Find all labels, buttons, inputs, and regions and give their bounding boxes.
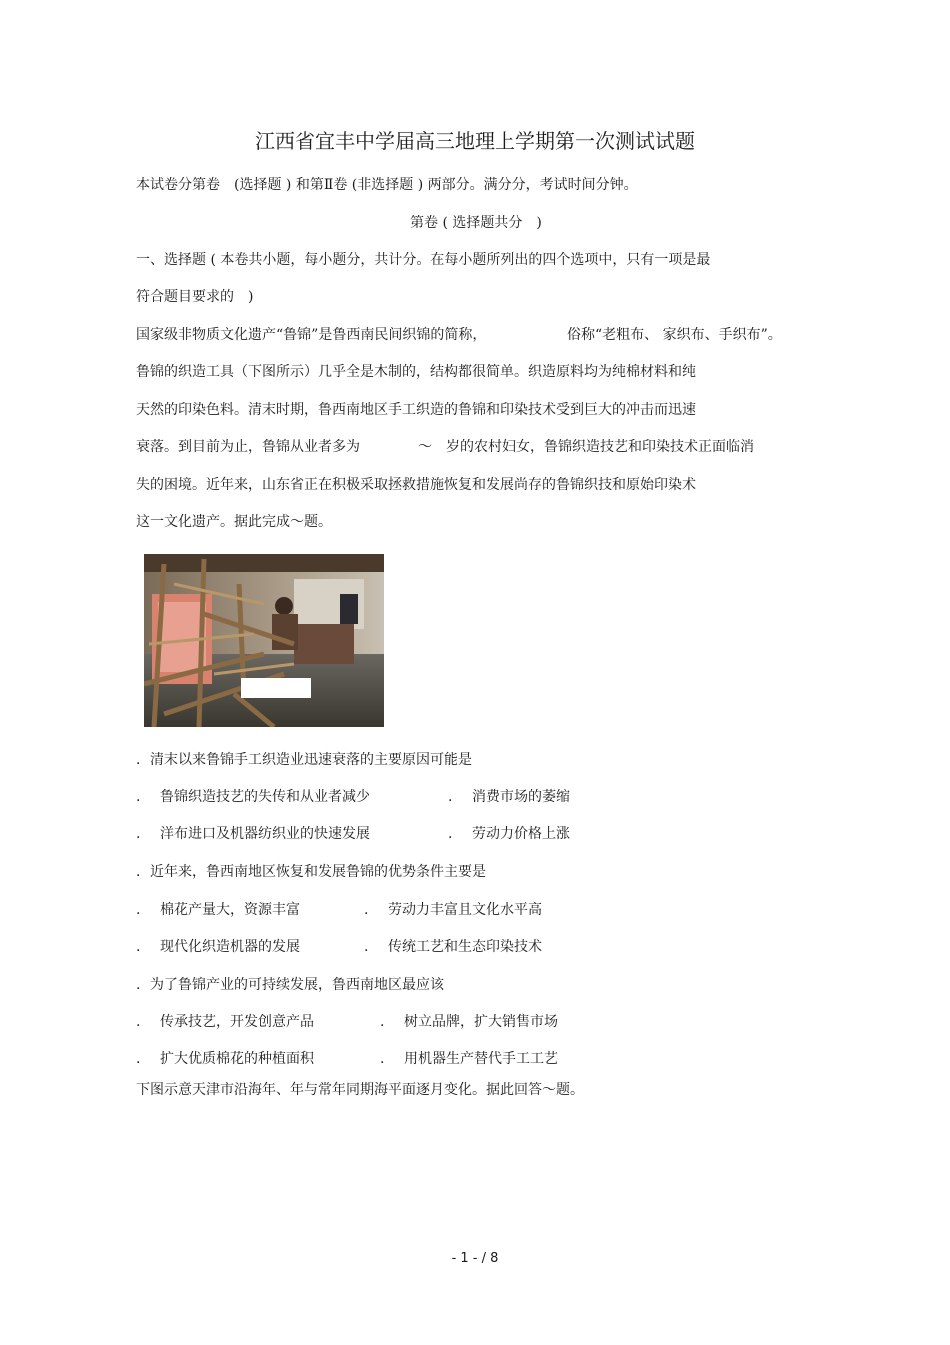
passage-line-6: 这一文化遗产。据此完成～题。: [136, 514, 332, 530]
option-dot: .: [448, 826, 453, 842]
passage-line-2: 鲁锦的织造工具（下图所示）几乎全是木制的，结构都很简单。织造原料均为纯棉材料和纯: [136, 364, 696, 380]
next-passage-intro: 下图示意天津市沿海年、年与常年同期海平面逐月变化。据此回答～题。: [136, 1082, 584, 1098]
option-dot: .: [364, 902, 369, 918]
option-dot: .: [136, 902, 141, 918]
question-3-option-a: 传承技艺，开发创意产品: [160, 1014, 314, 1030]
option-dot: .: [136, 826, 141, 842]
option-dot: .: [380, 1051, 385, 1067]
question-3-option-c: 扩大优质棉花的种植面积: [160, 1051, 314, 1067]
question-1-option-b: 消费市场的萎缩: [472, 789, 570, 805]
section-header: 第卷 ( 选择题共分 ): [410, 215, 542, 231]
passage-line-1b: 俗称“老粗布、 家织布、手织布”。: [567, 327, 782, 343]
question-3-option-d: 用机器生产替代手工工艺: [404, 1051, 558, 1067]
option-dot: .: [136, 939, 141, 955]
instruction-line-1: 一、选择题 ( 本卷共小题，每小题分，共计分。在每小题所列出的四个选项中，只有一项是最: [136, 252, 711, 268]
instruction-line-2: 符合题目要求的 ): [136, 289, 254, 305]
question-1-option-d: 劳动力价格上涨: [472, 826, 570, 842]
option-dot: .: [136, 789, 141, 805]
page-title: 江西省宜丰中学届高三地理上学期第一次测试试题: [255, 129, 695, 153]
page-number: - 1 - / 8: [451, 1251, 499, 1266]
question-2-option-d: 传统工艺和生态印染技术: [388, 939, 542, 955]
question-1-option-a: 鲁锦织造技艺的失传和从业者减少: [160, 789, 370, 805]
loom-photo-illustration: [144, 554, 384, 727]
passage-line-4b: ～ 岁的农村妇女，鲁锦织造技艺和印染技术正面临消: [418, 439, 754, 455]
passage-line-5: 失的困境。近年来，山东省正在积极采取拯救措施恢复和发展尚存的鲁锦织技和原始印染术: [136, 477, 696, 493]
option-dot: .: [364, 939, 369, 955]
question-number-dot: .: [136, 752, 141, 768]
question-number-dot: .: [136, 864, 141, 880]
loom-photo: [144, 554, 384, 727]
question-2-option-b: 劳动力丰富且文化水平高: [388, 902, 542, 918]
option-dot: .: [136, 1014, 141, 1030]
question-3-stem: 为了鲁锦产业的可持续发展，鲁西南地区最应该: [150, 977, 444, 993]
question-2-option-a: 棉花产量大，资源丰富: [160, 902, 300, 918]
option-dot: .: [380, 1014, 385, 1030]
option-dot: .: [448, 789, 453, 805]
question-1-stem: 清末以来鲁锦手工织造业迅速衰落的主要原因可能是: [150, 752, 472, 768]
question-2-stem: 近年来，鲁西南地区恢复和发展鲁锦的优势条件主要是: [150, 864, 486, 880]
question-number-dot: .: [136, 977, 141, 993]
exam-intro: 本试卷分第卷 (选择题 ) 和第Ⅱ卷 (非选择题 ) 两部分。满分分，考试时间分钟。: [136, 177, 638, 193]
passage-line-1a: 国家级非物质文化遗产“鲁锦”是鲁西南民间织锦的简称，: [136, 327, 487, 343]
passage-line-3: 天然的印染色料。清末时期，鲁西南地区手工织造的鲁锦和印染技术受到巨大的冲击而迅速: [136, 402, 696, 418]
question-2-option-c: 现代化织造机器的发展: [160, 939, 300, 955]
question-1-option-c: 洋布进口及机器纺织业的快速发展: [160, 826, 370, 842]
option-dot: .: [136, 1051, 141, 1067]
question-3-option-b: 树立品牌，扩大销售市场: [404, 1014, 558, 1030]
passage-line-4a: 衰落。到目前为止，鲁锦从业者多为: [136, 439, 360, 455]
